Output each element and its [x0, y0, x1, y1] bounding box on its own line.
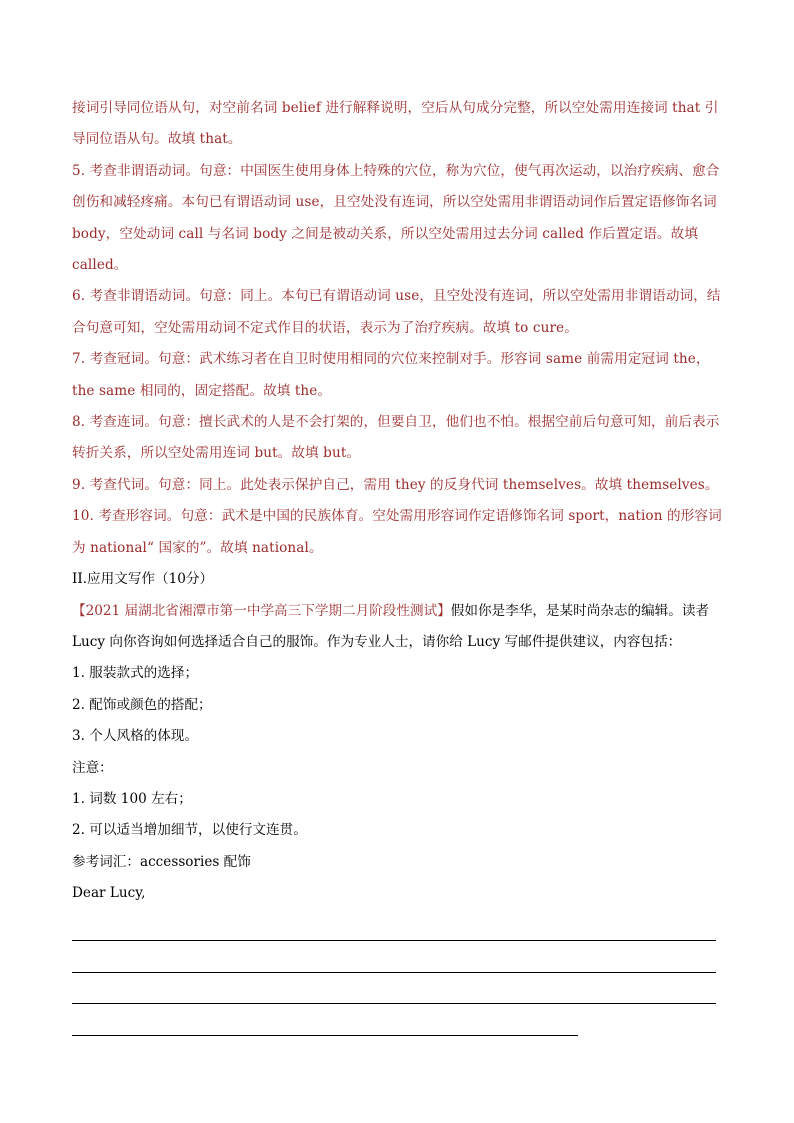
document-page — [72, 93, 722, 1036]
writing-prompt — [72, 596, 722, 659]
writing-line[interactable] — [72, 973, 722, 1005]
answer-explanations — [72, 93, 722, 564]
note-item: 2. 可以适当增加细节，以使行文连贯。 — [72, 822, 307, 839]
vocabulary-hint: 参考词汇：accessories 配饰 — [72, 853, 251, 870]
content-point: 2. 配饰或颜色的搭配； — [72, 696, 212, 713]
content-point: 1. 服装款式的选择； — [72, 665, 199, 682]
writing-line[interactable] — [72, 1004, 722, 1036]
answer-item: 接词引导同位语从句，对空前名词 belief 进行解释说明，空后从句成分完整，所以空处需用连接词 that 引导同位语从句。故填 that。 — [72, 100, 719, 148]
notes-title: 注意： — [72, 759, 113, 776]
prompt-text: 假如你是李华，是某时尚杂志的编辑。读者 Lucy 向你咨询如何选择适合自己的服饰。作为专业人士，请你给 Lucy 写邮件提供建议，内容包括： — [72, 602, 710, 650]
answer-item: 10. 考查形容词。句意：武术是中国的民族体育。空处需用形容词作定语修饰名词 sport，nation 的形容词为 national“ 国家的”。故填 national。 — [72, 508, 722, 556]
source-tag: 【2021 届湖北省湘潭市第一中学高三下学期二月阶段性测试】 — [72, 602, 451, 619]
salutation: Dear Lucy, — [72, 885, 146, 902]
answer-item: 8. 考查连词。句意：擅长武术的人是不会打架的，但要自卫，他们也不怕。根据空前后句意可知，前后表示转折关系，所以空处需用连词 but。故填 but。 — [72, 414, 720, 462]
section-title: II.应用文写作（10分） — [72, 571, 214, 588]
writing-line[interactable] — [72, 910, 722, 942]
content-point: 3. 个人风格的体现。 — [72, 728, 199, 745]
answer-lines — [72, 910, 722, 1036]
answer-item: 5. 考查非谓语动词。句意：中国医生使用身体上特殊的穴位，称为穴位，使气再次运动，以治疗疾病、愈合创伤和减轻疼痛。本句已有谓语动词 use，且空处没有连词，所以空处需用非谓语动词作后置定语修饰名词 body，空处动词 call 与名词 body 之间是被动关系，所以空处需用过去分词 called 作后置定语。故填 called。 — [72, 162, 720, 274]
answer-item: 9. 考查代词。句意：同上。此处表示保护自己，需用 they 的反身代词 themselves。故填 themselves。 — [72, 476, 719, 493]
answer-item: 6. 考查非谓语动词。句意：同上。本句已有谓语动词 use，且空处没有连词，所以空处需用非谓语动词，结合句意可知，空处需用动词不定式作目的状语，表示为了治疗疾病。故填 to cure。 — [72, 288, 721, 336]
writing-line[interactable] — [72, 941, 722, 973]
answer-item: 7. 考查冠词。句意：武术练习者在自卫时使用相同的穴位来控制对手。形容词 same 前需用定冠词 the，the same 相同的，固定搭配。故填 the。 — [72, 351, 710, 399]
note-item: 1. 词数 100 左右； — [72, 790, 192, 807]
